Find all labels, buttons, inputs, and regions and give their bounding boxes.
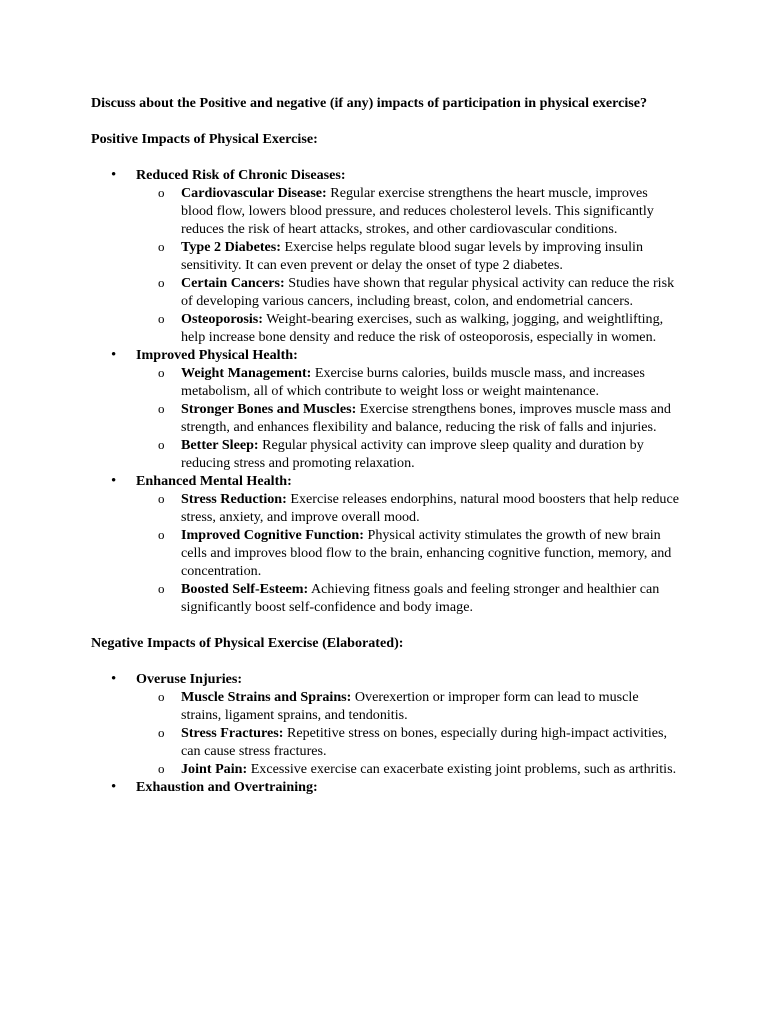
sub-point-list: [136, 688, 688, 778]
circle-bullet-icon: o: [158, 437, 165, 452]
sub-point-text: Physical activity stimulates the growth of new brain cells and improves blood flow to the brain, enhancing cognitive function, memory, and concentration.: [181, 527, 672, 579]
circle-bullet-icon: o: [158, 401, 165, 416]
sub-point-text: Exercise burns calories, builds muscle mass, and increases metabolism, all of which contribute to weight loss or weight maintenance.: [181, 365, 645, 399]
sub-point-term: Improved Cognitive Function:: [181, 527, 364, 543]
sub-point-list: [136, 364, 688, 472]
circle-bullet-icon: o: [158, 581, 165, 596]
bullet-icon: •: [111, 347, 117, 363]
sub-point-term: Muscle Strains and Sprains:: [181, 689, 352, 705]
topic-label: Enhanced Mental Health:: [136, 473, 292, 489]
sub-point-text: Exercise releases endorphins, natural mood boosters that help reduce stress, anxiety, and improve overall mood.: [181, 491, 679, 525]
sub-point-term: Cardiovascular Disease:: [181, 185, 327, 201]
topic-item: [91, 166, 688, 346]
sub-point-item: [136, 580, 681, 616]
topic-item: [91, 670, 688, 778]
sub-point-item: [136, 724, 681, 760]
topic-item: [91, 346, 688, 472]
circle-bullet-icon: o: [158, 185, 165, 200]
topic-item: [91, 472, 688, 616]
circle-bullet-icon: o: [158, 491, 165, 506]
circle-bullet-icon: o: [158, 311, 165, 326]
bullet-icon: •: [111, 167, 117, 183]
bullet-icon: •: [111, 671, 117, 687]
sub-point-item: [136, 760, 681, 778]
sub-point-term: Joint Pain:: [181, 761, 248, 777]
sub-point-list: [136, 184, 688, 346]
sub-point-item: [136, 274, 681, 310]
section-heading: Positive Impacts of Physical Exercise:: [91, 131, 318, 147]
section-heading: Negative Impacts of Physical Exercise (Elaborated):: [91, 635, 404, 651]
sub-point-item: [136, 436, 681, 472]
sub-point-term: Boosted Self-Esteem:: [181, 581, 309, 597]
sub-point-item: [136, 364, 681, 400]
sub-point-item: [136, 490, 681, 526]
topic-item: [91, 778, 688, 796]
sub-point-text: Regular exercise strengthens the heart muscle, improves blood flow, lowers blood pressure, and reduces cholesterol levels. This significantly reduces the risk of heart attacks, strokes, and other cardiovascular conditions.: [181, 185, 654, 237]
sub-point-term: Type 2 Diabetes:: [181, 239, 281, 255]
sub-point-term: Stress Reduction:: [181, 491, 287, 507]
sub-point-item: [136, 238, 681, 274]
sub-point-term: Better Sleep:: [181, 437, 259, 453]
sub-point-text: Exercise helps regulate blood sugar levels by improving insulin sensitivity. It can even prevent or delay the onset of type 2 diabetes.: [181, 239, 644, 273]
topic-list: [91, 166, 688, 616]
topic-label: Overuse Injuries:: [136, 671, 243, 687]
sub-point-item: [136, 526, 681, 580]
topic-label: Improved Physical Health:: [136, 347, 298, 363]
sub-point-term: Weight Management:: [181, 365, 312, 381]
sub-point-text: Achieving fitness goals and feeling stronger and healthier can significantly boost self-confidence and body image.: [181, 581, 660, 615]
sub-point-term: Stress Fractures:: [181, 725, 284, 741]
sub-point-item: [136, 184, 681, 238]
question-heading: Discuss about the Positive and negative (if any) impacts of participation in physical exercise?: [91, 95, 648, 111]
sub-point-list: [136, 490, 688, 616]
sub-point-text: Regular physical activity can improve sleep quality and duration by reducing stress and promoting relaxation.: [181, 437, 644, 471]
sub-point-term: Certain Cancers:: [181, 275, 285, 291]
document-body: [91, 130, 688, 796]
topic-label: Exhaustion and Overtraining:: [136, 779, 318, 795]
circle-bullet-icon: o: [158, 761, 165, 776]
circle-bullet-icon: o: [158, 725, 165, 740]
sub-point-text: Repetitive stress on bones, especially during high-impact activities, can cause stress fractures.: [181, 725, 667, 759]
sub-point-term: Stronger Bones and Muscles:: [181, 401, 357, 417]
sub-point-term: Osteoporosis:: [181, 311, 263, 327]
circle-bullet-icon: o: [158, 527, 165, 542]
circle-bullet-icon: o: [158, 689, 165, 704]
sub-point-text: Overexertion or improper form can lead to muscle strains, ligament sprains, and tendonitis.: [181, 689, 639, 723]
bullet-icon: •: [111, 473, 117, 489]
sub-point-text: Studies have shown that regular physical activity can reduce the risk of developing various cancers, including breast, colon, and endometrial cancers.: [181, 275, 675, 309]
sub-point-text: Excessive exercise can exacerbate existing joint problems, such as arthritis.: [247, 761, 677, 777]
sub-point-text: Exercise strengthens bones, improves muscle mass and strength, and enhances flexibility and balance, reducing the risk of falls and injuries.: [181, 401, 671, 435]
sub-point-item: [136, 310, 681, 346]
circle-bullet-icon: o: [158, 239, 165, 254]
circle-bullet-icon: o: [158, 275, 165, 290]
bullet-icon: •: [111, 779, 117, 795]
sub-point-text: Weight-bearing exercises, such as walking, jogging, and weightlifting, help increase bone density and reduce the risk of osteoporosis, especially in women.: [181, 311, 664, 345]
circle-bullet-icon: o: [158, 365, 165, 380]
sub-point-item: [136, 400, 681, 436]
topic-list: [91, 670, 688, 796]
topic-label: Reduced Risk of Chronic Diseases:: [136, 167, 346, 183]
sub-point-item: [136, 688, 681, 724]
